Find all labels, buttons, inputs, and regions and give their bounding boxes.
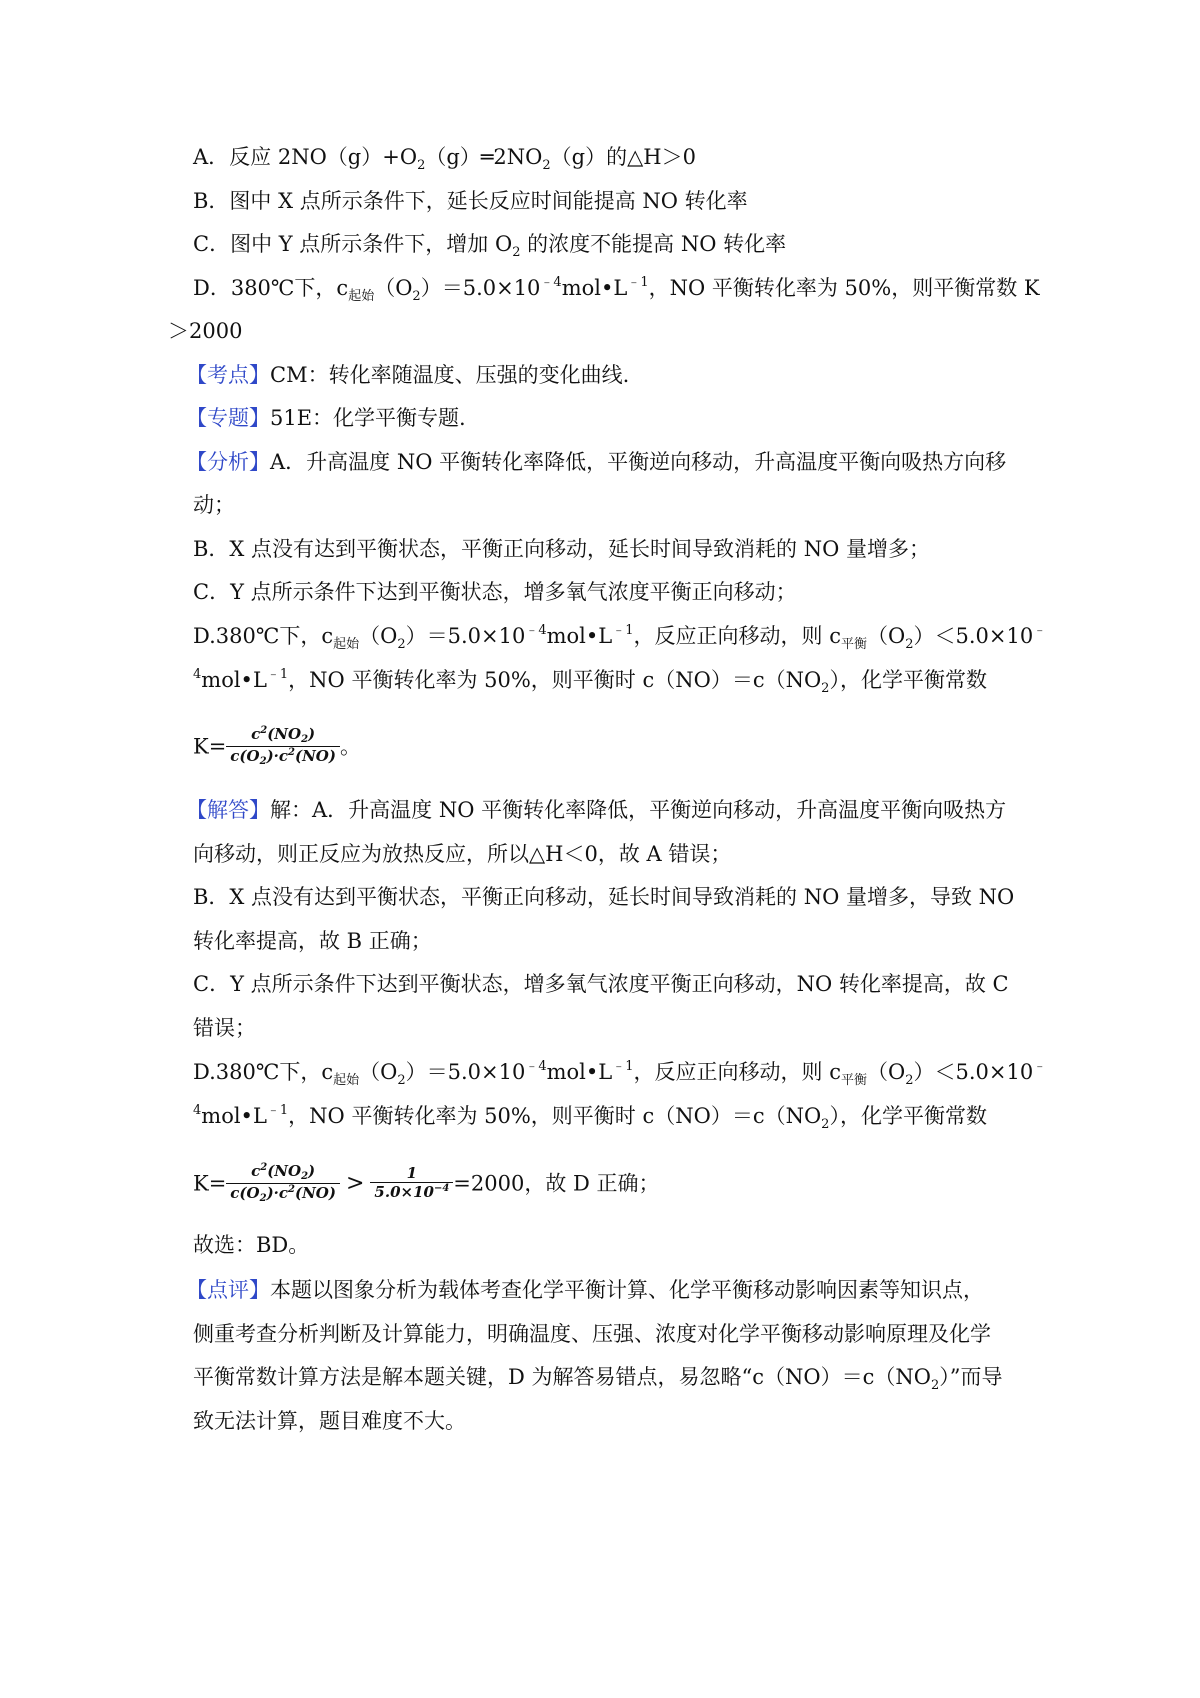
jieda-d-line2-text: ，NO 平衡转化率为 50%，则平衡时 c（NO）＝c（NO bbox=[288, 1104, 822, 1128]
guxuan-text: 故选：BD。 bbox=[193, 1233, 310, 1257]
fraction-denominator bbox=[370, 1182, 453, 1204]
jieda-b-cont bbox=[193, 926, 1200, 956]
option-b-text: B．图中 X 点所示条件下，延长反应时间能提高 NO 转化率 bbox=[193, 189, 748, 213]
subscript-qishi: 起始 bbox=[333, 637, 360, 652]
option-d-cont-text: ＞2000 bbox=[168, 319, 243, 343]
superscript: ﹣4 bbox=[540, 275, 562, 290]
zhuanti-tag: 【专题】 bbox=[186, 406, 270, 430]
den-mid: )·c bbox=[266, 747, 289, 765]
fenxi-d-line2 bbox=[193, 665, 1200, 699]
superscript: ﹣ bbox=[1033, 623, 1047, 638]
num-one: 1 bbox=[406, 1163, 418, 1182]
fenxi-d-text-2: （O bbox=[359, 624, 398, 648]
jieda-a-text: 解：A．升高温度 NO 平衡转化率降低，平衡逆向移动，升高温度平衡向吸热方 bbox=[270, 798, 1007, 822]
fenxi-d-line2-end: ），化学平衡常数 bbox=[829, 668, 987, 692]
fraction-denominator bbox=[226, 746, 340, 768]
fenxi-d bbox=[193, 621, 1200, 655]
num-rest: (NO bbox=[267, 725, 302, 743]
unit-text: mol•L bbox=[201, 1104, 267, 1128]
num-end: ) bbox=[308, 725, 316, 743]
kaodian-line bbox=[186, 360, 1200, 390]
jieda-b-cont-text: 转化率提高，故 B 正确； bbox=[193, 929, 432, 953]
option-a-text-2: （g）═2NO bbox=[425, 145, 543, 169]
fenxi-d-text-3: ）＝5.0×10 bbox=[405, 624, 526, 648]
dianping-text-4: 致无法计算，题目难度不大。 bbox=[193, 1409, 466, 1433]
fenxi-a-cont-text: 动； bbox=[193, 493, 235, 517]
subscript-pingheng: 平衡 bbox=[840, 1073, 867, 1088]
k2-end: =2000，故 D 正确； bbox=[453, 1171, 660, 1196]
option-d-text-3: ）＝5.0×10 bbox=[420, 276, 541, 300]
jieda-a-cont-text: 向移动，则正反应为放热反应，所以△H＜0，故 A 错误； bbox=[193, 842, 732, 866]
fenxi-a-cont bbox=[193, 490, 1200, 520]
option-d bbox=[193, 273, 1200, 307]
subscript: 2 bbox=[930, 1378, 940, 1393]
subscript-qishi: 起始 bbox=[348, 289, 375, 304]
jieda-b-text: B．X 点没有达到平衡状态，平衡正向移动，延长时间导致消耗的 NO 量增多，导致 NO bbox=[193, 885, 1015, 909]
den-c: c(O bbox=[230, 747, 260, 765]
k-fraction-2 bbox=[370, 1164, 453, 1204]
dianping-tag: 【点评】 bbox=[186, 1278, 270, 1302]
kaodian-text: CM：转化率随温度、压强的变化曲线. bbox=[270, 363, 630, 387]
subscript: 2 bbox=[397, 1073, 406, 1088]
num-c: c bbox=[251, 1162, 261, 1180]
fraction-numerator bbox=[226, 1162, 340, 1183]
dianping-line-4 bbox=[193, 1406, 1200, 1436]
jieda-d-line2-end: ），化学平衡常数 bbox=[829, 1104, 987, 1128]
unit-text: mol•L bbox=[201, 668, 267, 692]
jieda-d-line2 bbox=[193, 1101, 1200, 1135]
jieda-d-text-3: ）＝5.0×10 bbox=[405, 1060, 526, 1084]
den-end: (NO) bbox=[294, 1184, 336, 1202]
superscript: ﹣1 bbox=[266, 667, 289, 682]
num-end: ) bbox=[308, 1162, 316, 1180]
fenxi-tag: 【分析】 bbox=[186, 450, 270, 474]
num-c: c bbox=[251, 725, 261, 743]
dianping-text-3b: ）”而导 bbox=[939, 1365, 1003, 1389]
den-sub: 2 bbox=[259, 756, 267, 767]
dianping-line-3 bbox=[193, 1362, 1200, 1396]
den-exp: −4 bbox=[433, 1182, 450, 1194]
superscript: ﹣ bbox=[1033, 1059, 1047, 1074]
num-sup: 2 bbox=[260, 1162, 268, 1173]
greater-than: > bbox=[345, 1170, 365, 1196]
den-sup: 2 bbox=[288, 1184, 295, 1195]
subscript: 2 bbox=[821, 1117, 830, 1132]
fraction-numerator bbox=[370, 1164, 453, 1182]
option-b bbox=[193, 186, 1200, 216]
fenxi-b bbox=[193, 534, 1200, 564]
subscript: 2 bbox=[512, 245, 521, 260]
den-sup: 2 bbox=[288, 747, 295, 758]
superscript: ﹣4 bbox=[525, 1059, 547, 1074]
k-fraction bbox=[226, 725, 340, 768]
option-d-text-2: （O bbox=[374, 276, 413, 300]
jieda-c bbox=[193, 969, 1200, 999]
fenxi-d-mid: ，反应正向移动，则 c bbox=[633, 624, 841, 648]
num-rest: (NO bbox=[267, 1162, 302, 1180]
jieda-b bbox=[193, 882, 1200, 912]
unit-text: mol•L bbox=[546, 1060, 613, 1084]
fraction-denominator bbox=[226, 1183, 340, 1205]
subscript: 2 bbox=[412, 289, 421, 304]
fenxi-c bbox=[193, 577, 1200, 607]
k-fraction bbox=[226, 1162, 340, 1205]
k-formula-1 bbox=[193, 723, 1200, 769]
subscript: 2 bbox=[821, 681, 830, 696]
num-sub: 2 bbox=[301, 1171, 309, 1182]
jieda-line bbox=[186, 795, 1200, 825]
fenxi-a-text: A．升高温度 NO 平衡转化率降低，平衡逆向移动，升高温度平衡向吸热方向移 bbox=[270, 450, 1007, 474]
den-value: 5.0×10 bbox=[374, 1182, 434, 1201]
superscript: ﹣1 bbox=[266, 1103, 289, 1118]
zhuanti-text: 51E：化学平衡专题. bbox=[270, 406, 466, 430]
den-end: (NO) bbox=[294, 747, 336, 765]
subscript: 2 bbox=[905, 1073, 914, 1088]
k-end: 。 bbox=[339, 734, 361, 759]
dianping-line bbox=[186, 1275, 1200, 1305]
option-a-text: A．反应 2NO（g）+O bbox=[193, 145, 418, 169]
k-formula-2 bbox=[193, 1160, 1200, 1206]
num-sup: 2 bbox=[260, 725, 268, 736]
option-c-text: C．图中 Y 点所示条件下，增加 O bbox=[193, 232, 513, 256]
dianping-line-2 bbox=[193, 1319, 1200, 1349]
subscript: 2 bbox=[417, 158, 426, 173]
fenxi-d-text-4: （O bbox=[866, 624, 906, 648]
subscript: 2 bbox=[905, 637, 914, 652]
superscript: 4 bbox=[193, 667, 202, 682]
jieda-d-mid: ，反应正向移动，则 c bbox=[633, 1060, 841, 1084]
superscript: ﹣1 bbox=[627, 275, 649, 290]
dianping-text-1: 本题以图象分析为载体考查化学平衡计算、化学平衡移动影响因素等知识点， bbox=[270, 1278, 984, 1302]
jieda-a-cont bbox=[193, 839, 1200, 869]
fenxi-b-text: B．X 点没有达到平衡状态，平衡正向移动，延长时间导致消耗的 NO 量增多； bbox=[193, 537, 930, 561]
den-mid: )·c bbox=[266, 1184, 289, 1202]
option-d-continued bbox=[168, 316, 1200, 346]
subscript: 2 bbox=[397, 637, 406, 652]
jieda-d-text-2: （O bbox=[359, 1060, 398, 1084]
jieda-c-text: C．Y 点所示条件下达到平衡状态，增多氧气浓度平衡正向移动，NO 转化率提高，故 C bbox=[193, 972, 1009, 996]
option-c-text-2: 的浓度不能提高 NO 转化率 bbox=[520, 232, 787, 256]
option-c bbox=[193, 229, 1200, 263]
subscript: 2 bbox=[542, 158, 551, 173]
kaodian-tag: 【考点】 bbox=[186, 363, 270, 387]
dianping-text-2: 侧重考查分析判断及计算能力，明确温度、压强、浓度对化学平衡移动影响原理及化学 bbox=[193, 1322, 991, 1346]
fenxi-c-text: C．Y 点所示条件下达到平衡状态，增多氧气浓度平衡正向移动； bbox=[193, 580, 797, 604]
option-d-text: D．380℃下，c bbox=[193, 276, 349, 300]
subscript-qishi: 起始 bbox=[333, 1073, 360, 1088]
fraction-numerator bbox=[226, 725, 340, 746]
unit-text: mol•L bbox=[546, 624, 613, 648]
subscript-pingheng: 平衡 bbox=[840, 637, 867, 652]
k-label: K= bbox=[193, 1171, 227, 1196]
unit-text: mol•L bbox=[561, 276, 628, 300]
jieda-c-cont-text: 错误； bbox=[193, 1016, 256, 1040]
num-sub: 2 bbox=[301, 734, 309, 745]
option-a bbox=[193, 142, 1200, 176]
jieda-tag: 【解答】 bbox=[186, 798, 270, 822]
superscript: ﹣1 bbox=[612, 1059, 634, 1074]
fenxi-d-text: D.380℃下，c bbox=[193, 624, 334, 648]
guxuan-line bbox=[193, 1230, 1200, 1260]
fenxi-line bbox=[186, 447, 1200, 477]
jieda-d-lt: ）＜5.0×10 bbox=[913, 1060, 1034, 1084]
superscript: ﹣1 bbox=[612, 623, 634, 638]
superscript: 4 bbox=[193, 1103, 202, 1118]
den-c: c(O bbox=[230, 1184, 260, 1202]
superscript: ﹣4 bbox=[525, 623, 547, 638]
jieda-d-text: D.380℃下，c bbox=[193, 1060, 334, 1084]
jieda-d bbox=[193, 1057, 1200, 1091]
den-sub: 2 bbox=[259, 1193, 267, 1204]
jieda-c-cont bbox=[193, 1013, 1200, 1043]
dianping-text-3a: 平衡常数计算方法是解本题关键，D 为解答易错点，易忽略“c（NO）＝c（NO bbox=[193, 1365, 931, 1389]
jieda-d-text-4: （O bbox=[866, 1060, 906, 1084]
option-a-text-3: （g）的△H＞0 bbox=[550, 145, 696, 169]
k-label: K= bbox=[193, 734, 227, 759]
fenxi-d-line2-text: ，NO 平衡转化率为 50%，则平衡时 c（NO）＝c（NO bbox=[288, 668, 822, 692]
option-d-text-4: ，NO 平衡转化率为 50%，则平衡常数 K bbox=[648, 276, 1040, 300]
fenxi-d-lt: ）＜5.0×10 bbox=[913, 624, 1034, 648]
zhuanti-line bbox=[186, 403, 1200, 433]
